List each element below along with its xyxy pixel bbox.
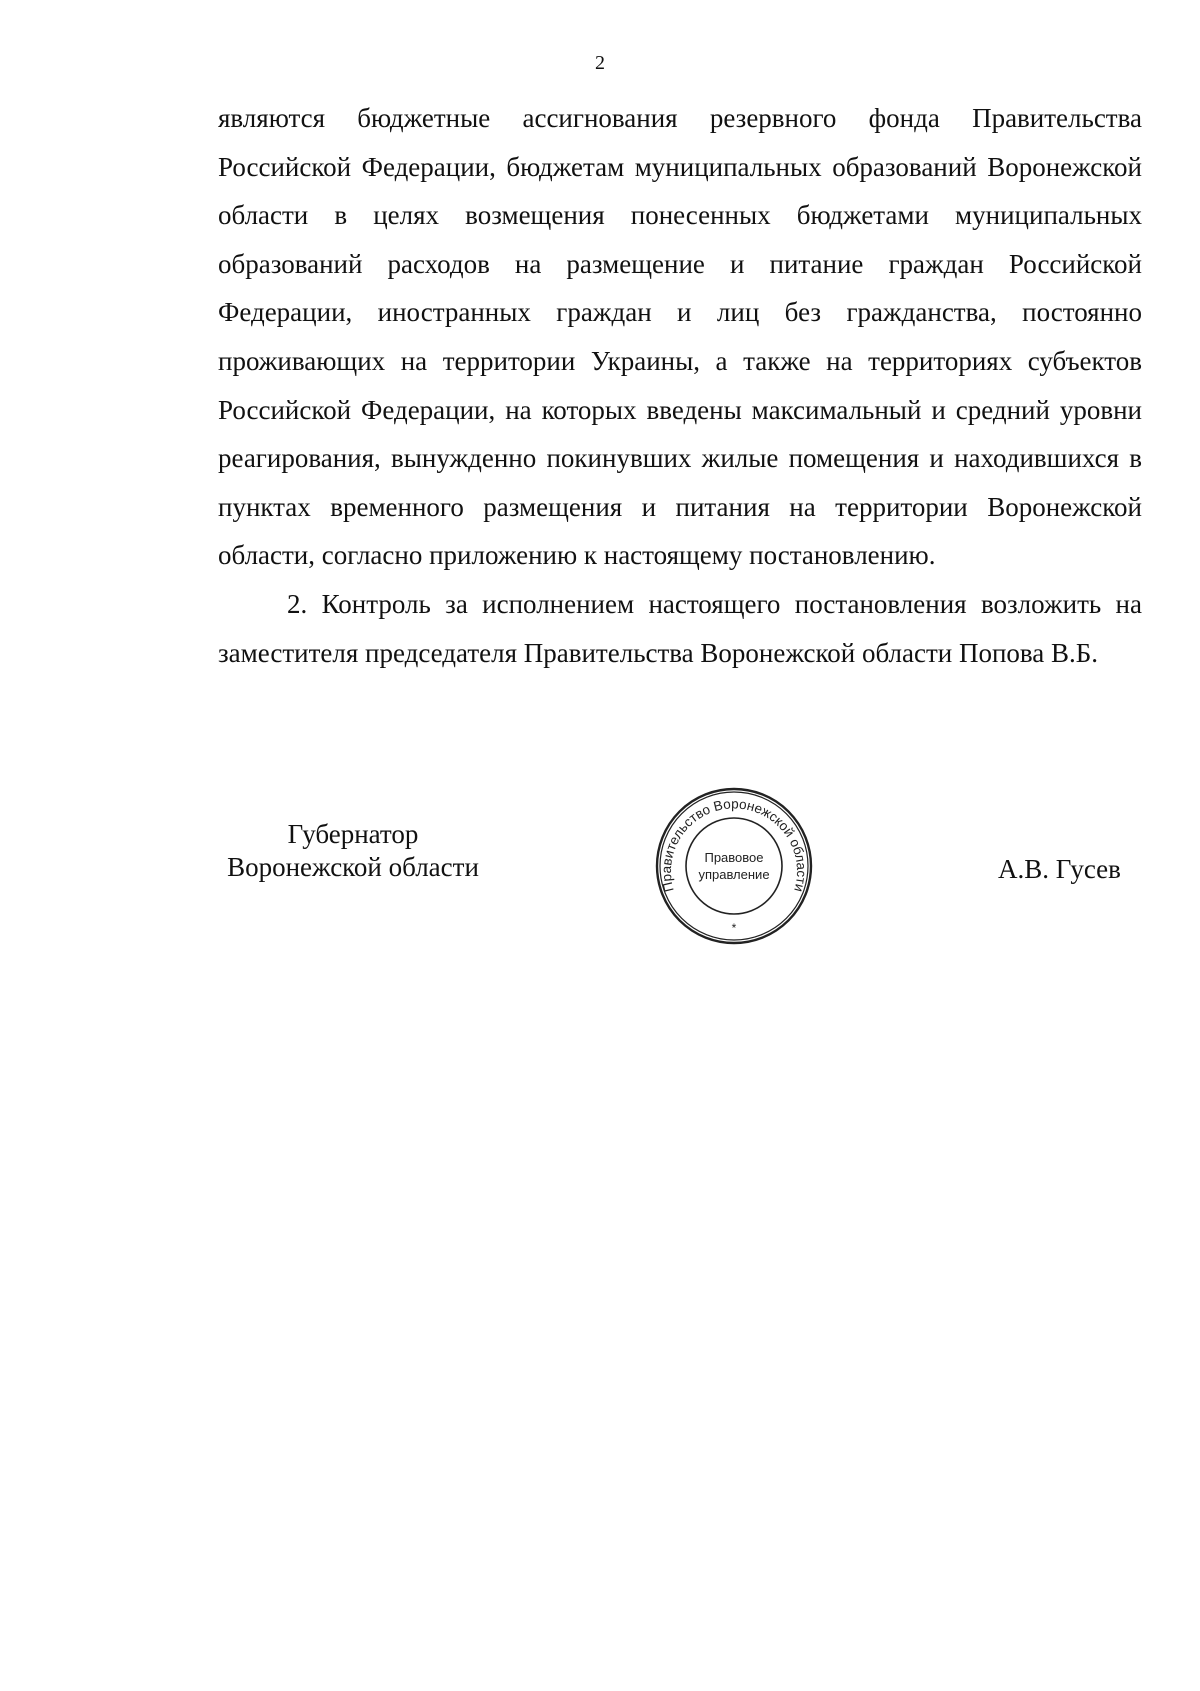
stamp-outer-text: Правительство Воронежской области: [658, 796, 810, 894]
official-stamp: [654, 786, 814, 946]
page-number: 2: [595, 52, 605, 74]
document-body: [218, 94, 1142, 677]
stamp-inner-line-1: Правовое: [704, 850, 764, 865]
stamp-inner-line-2: управление: [698, 867, 770, 882]
signatory-position-line-2: Воронежской области: [227, 852, 479, 882]
paragraph-continuation: являются бюджетные ассигнования резервного фонда Правительства Российской Федерации, бюджетам муниципальных образований Воронежской области в целях возмещения понесенных бюджетами муниципальных образований расходов на размещение и питание граждан Российской Федерации, иностранных граждан и лиц без гражданства, постоянно проживающих на территории Украины, а также на территориях субъектов Российской Федерации, на которых введены максимальный и средний уровни реагирования, вынужденно покинувших жилые помещения и находившихся в пунктах временного размещения и питания на территории Воронежской области, согласно приложению к настоящему постановлению.: [218, 103, 1142, 571]
signatory-position-line-1: Губернатор: [287, 819, 419, 849]
signatory-position: [212, 818, 494, 884]
stamp-star: *: [731, 921, 737, 935]
signatory-name: А.В. Гусев: [998, 854, 1121, 884]
paragraph-item-2: 2. Контроль за исполнением настоящего постановления возложить на заместителя председателя Правительства Воронежской области Попова В.Б.: [218, 588, 1142, 668]
